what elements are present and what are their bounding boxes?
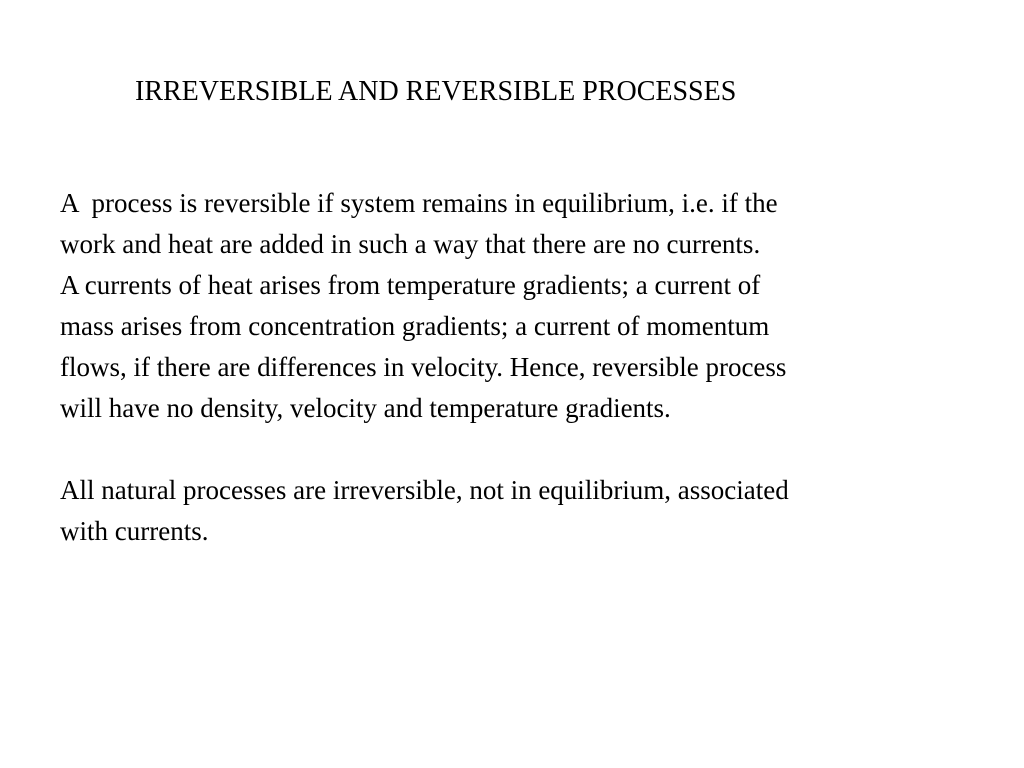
paragraph-line: All natural processes are irreversible, not in equilibrium, associated (60, 475, 789, 505)
slide-title: IRREVERSIBLE AND REVERSIBLE PROCESSES (135, 76, 737, 107)
paragraph-line: A process is reversible if system remains in equilibrium, i.e. if the (60, 188, 778, 218)
paragraph-line: with currents. (60, 516, 209, 546)
paragraph-line: A currents of heat arises from temperature gradients; a current of (60, 270, 761, 300)
paragraph-line: flows, if there are differences in velocity. Hence, reversible process (60, 352, 787, 382)
paragraph-line: work and heat are added in such a way that there are no currents. (60, 229, 761, 259)
paragraph-line: mass arises from concentration gradients; a current of momentum (60, 311, 770, 341)
paragraph-line: will have no density, velocity and temperature gradients. (60, 393, 671, 423)
